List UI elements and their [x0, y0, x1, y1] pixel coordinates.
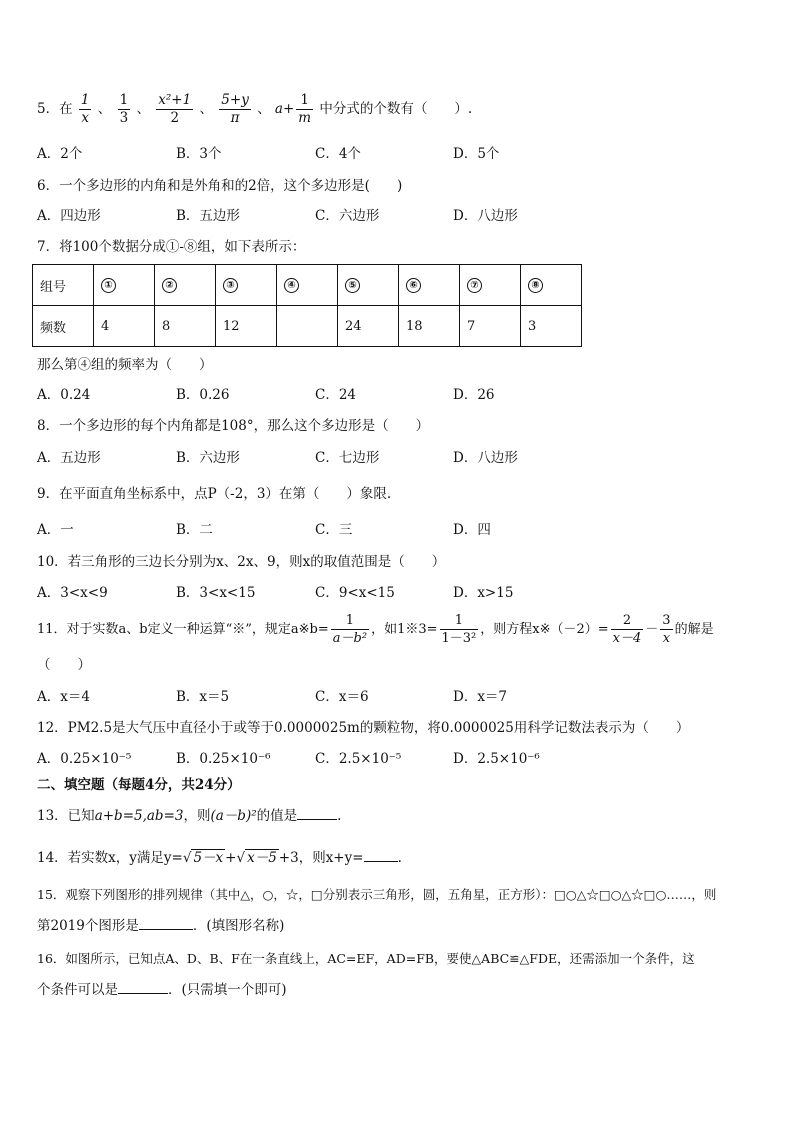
- table-cell: [399, 265, 460, 306]
- group-2-label: ②: [162, 278, 177, 293]
- table-cell: [216, 265, 277, 306]
- table-cell: 7: [460, 306, 521, 347]
- q10-option-a[interactable]: A．3<x<9: [37, 585, 108, 601]
- q5-fraction-5: $\frac{1}{m}$: [298, 92, 312, 126]
- q7-stem: 7．将100个数据分成①-⑧组，如下表所示：: [37, 239, 306, 255]
- q7-option-d[interactable]: D．26: [453, 387, 495, 403]
- q9-option-d[interactable]: D．四: [453, 522, 491, 538]
- table-cell: 组号: [33, 265, 94, 306]
- q5-option-c[interactable]: C．4个: [315, 146, 361, 162]
- group-7-label: ⑦: [467, 278, 482, 293]
- q16-stem-line1: 16．如图所示，已知点A、D、B、F在一条直线上，AC=EF，AD=FB，要使△ABC≌△FDE，还需添加一个条件，这: [37, 951, 695, 966]
- q11-option-c[interactable]: C．x＝6: [315, 689, 369, 705]
- q15-stem-line2: 第2019个图形是 ．(填图形名称): [37, 918, 285, 934]
- q5-option-b[interactable]: B．3个: [176, 146, 222, 162]
- q13-answer-blank[interactable]: [297, 807, 337, 820]
- sqrt-icon: √: [236, 850, 246, 866]
- table-header-row: [33, 265, 582, 306]
- q11-fraction-4: $\frac{3}{x}$: [662, 613, 671, 646]
- table-cell: [277, 306, 338, 347]
- group-1-label: ①: [101, 278, 116, 293]
- table-cell: [277, 265, 338, 306]
- q9-option-a[interactable]: A．一: [37, 522, 74, 538]
- q11-option-d[interactable]: D．x＝7: [453, 689, 508, 705]
- q12-option-b[interactable]: B．0.25×10⁻⁶: [176, 751, 271, 767]
- q16-stem-line2: 个条件可以是 ．(只需填一个即可): [37, 982, 287, 998]
- q11-answer-paren: （ ）: [37, 657, 91, 673]
- q12-option-a[interactable]: A．0.25×10⁻⁵: [37, 751, 132, 767]
- q14-stem: 14．若实数x，y满足y=√ 5－x +√ x－5 +3，则x+y= .: [37, 850, 402, 866]
- q5-stem: 5．在 $\frac{1}{x}$ 、 $\frac{1}{3}$ 、 $\frac{\text{x²+1}}{2}$ 、 $\frac{5+y}{\pi}$ 、 a+ $\frac{1}{m}$ 中分式的个数有（ ）.: [37, 92, 473, 126]
- section-heading-fill-in: 二、填空题（每题4分，共24分）: [37, 777, 241, 793]
- sqrt-icon: √: [182, 850, 192, 866]
- q6-stem: 6．一个多边形的内角和是外角和的2倍，这个多边形是( ): [37, 178, 403, 194]
- table-cell: [338, 265, 399, 306]
- q13-stem: 13．已知a+b=5,ab=3，则(a－b)²的值是 .: [37, 808, 342, 824]
- q11-fraction-1: $\frac{1}{\text{a－b²}}$: [332, 613, 368, 646]
- q14-answer-blank[interactable]: [364, 849, 398, 862]
- q10-option-d[interactable]: D．x>15: [453, 585, 514, 601]
- q10-option-c[interactable]: C．9<x<15: [315, 585, 395, 601]
- q12-option-c[interactable]: C．2.5×10⁻⁵: [315, 751, 402, 767]
- table-data-row: [33, 306, 582, 347]
- q5-fraction-1: $\frac{1}{x}$: [80, 92, 90, 126]
- q16-answer-blank[interactable]: [118, 981, 168, 994]
- q5-fraction-4: $\frac{5+y}{\pi}$: [221, 92, 249, 126]
- table-cell: 8: [155, 306, 216, 347]
- q11-fraction-3: $\frac{2}{x-4}$: [612, 613, 642, 646]
- table-cell: [155, 265, 216, 306]
- q5-fraction-3: $\frac{\text{x²+1}}{2}$: [158, 92, 192, 126]
- q11-option-a[interactable]: A．x＝4: [37, 689, 90, 705]
- group-4-label: ④: [284, 278, 299, 293]
- q11-fraction-2: $\frac{1}{\text{1－3²}}$: [441, 613, 477, 646]
- group-5-label: ⑤: [345, 278, 360, 293]
- q6-option-c[interactable]: C．六边形: [315, 208, 380, 224]
- q10-stem: 10．若三角形的三边长分别为x、2x、9，则x的取值范围是（ ）: [37, 554, 446, 570]
- q8-stem: 8．一个多边形的每个内角都是108°，那么这个多边形是（ ）: [37, 418, 430, 434]
- group-6-label: ⑥: [406, 278, 421, 293]
- table-cell: 24: [338, 306, 399, 347]
- q12-stem: 12．PM2.5是大气压中直径小于或等于0.0000025m的颗粒物，将0.0000025用科学记数法表示为（ ）: [37, 720, 690, 736]
- q9-option-c[interactable]: C．三: [315, 522, 353, 538]
- group-3-label: ③: [223, 278, 238, 293]
- table-cell: [521, 265, 582, 306]
- table-cell: 3: [521, 306, 582, 347]
- q5-fraction-2: $\frac{1}{3}$: [119, 92, 129, 126]
- q7-option-c[interactable]: C．24: [315, 387, 357, 403]
- q9-stem: 9．在平面直角坐标系中，点P（-2，3）在第（ ）象限.: [37, 486, 392, 502]
- q6-option-a[interactable]: A．四边形: [37, 208, 101, 224]
- table-cell: 12: [216, 306, 277, 347]
- group-8-label: ⑧: [528, 278, 543, 293]
- q5-option-d[interactable]: D．5个: [453, 146, 500, 162]
- q6-option-b[interactable]: B．五边形: [176, 208, 240, 224]
- frequency-table: [32, 264, 582, 347]
- q11-option-b[interactable]: B．x＝5: [176, 689, 230, 705]
- table-cell: [460, 265, 521, 306]
- q5-option-a[interactable]: A．2个: [37, 146, 83, 162]
- q7-question: 那么第④组的频率为（ ）: [37, 357, 213, 373]
- table-cell: [94, 265, 155, 306]
- q11-stem: 11．对于实数a、b定义一种运算“※”，规定a※b= $\frac{1}{\text{a－b²}}$ ，如1※3= $\frac{1}{\text{1－3²}}$ ，则方程x※（－2）= $\frac{2}{x-4}$ － $\frac{3}{x}$ 的解是: [37, 613, 714, 646]
- q6-option-d[interactable]: D．八边形: [453, 208, 518, 224]
- q8-option-d[interactable]: D．八边形: [453, 450, 518, 466]
- q10-option-b[interactable]: B．3<x<15: [176, 585, 256, 601]
- q15-stem-line1: 15．观察下列图形的排列规律（其中△，○，☆，□分别表示三角形，圆，五角星，正方形）：□○△☆□○△☆□○……，则: [37, 887, 717, 902]
- q8-option-c[interactable]: C．七边形: [315, 450, 380, 466]
- q9-option-b[interactable]: B．二: [176, 522, 213, 538]
- q8-option-a[interactable]: A．五边形: [37, 450, 101, 466]
- q7-option-a[interactable]: A．0.24: [37, 387, 91, 403]
- q7-option-b[interactable]: B．0.26: [176, 387, 230, 403]
- table-cell: 18: [399, 306, 460, 347]
- table-cell: 频数: [33, 306, 94, 347]
- table-cell: 4: [94, 306, 155, 347]
- q12-option-d[interactable]: D．2.5×10⁻⁶: [453, 751, 540, 767]
- q8-option-b[interactable]: B．六边形: [176, 450, 240, 466]
- q15-answer-blank[interactable]: [139, 917, 193, 930]
